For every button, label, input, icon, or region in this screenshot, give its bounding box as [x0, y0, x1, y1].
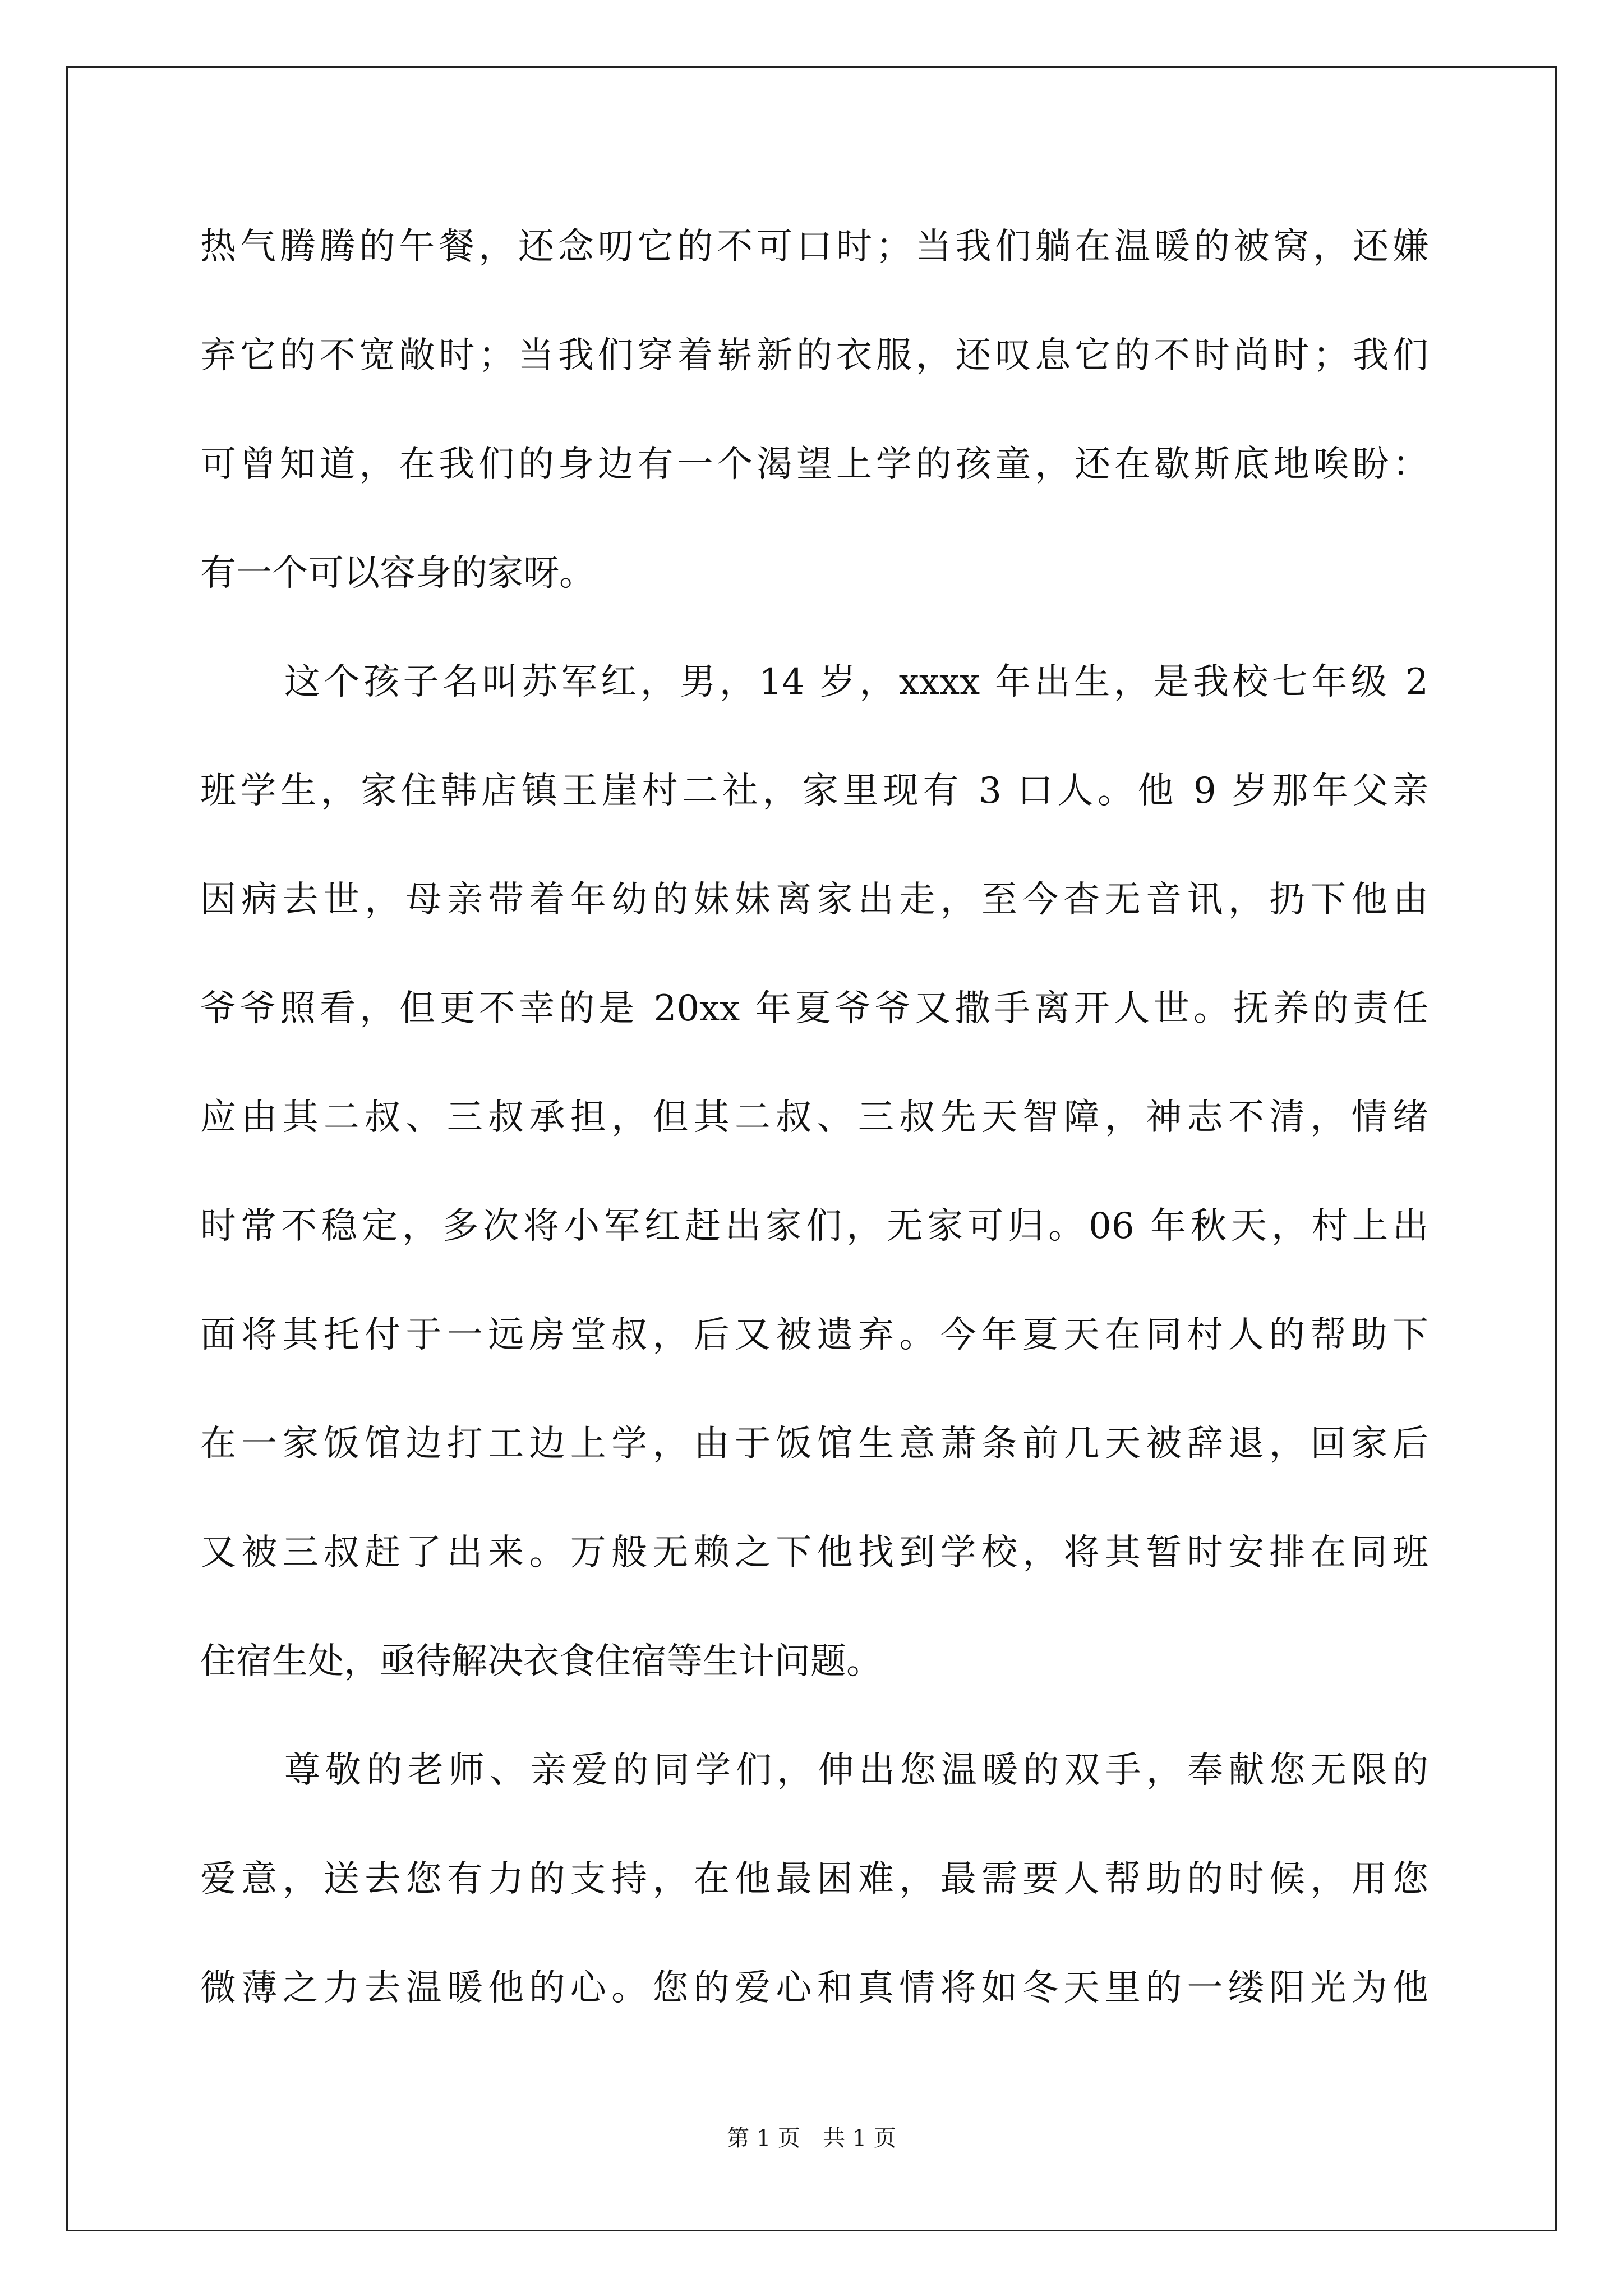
text-line: 住宿生处，亟待解决衣食住宿等生计问题。 — [200, 1641, 882, 1682]
text-line: 在一家饭馆边打工边上学，由于饭馆生意萧条前几天被辞退，回家后 — [200, 1423, 1428, 1465]
text-line: 班学生，家住韩店镇王崖村二社，家里现有 3 口人。他 9 岁那年父亲 — [200, 770, 1428, 812]
text-line: 又被三叔赶了出来。万般无赖之下他找到学校，将其暂时安排在同班 — [200, 1532, 1428, 1573]
text-line: 面将其托付于一远房堂叔，后又被遗弃。今年夏天在同村人的帮助下 — [200, 1314, 1428, 1356]
text-line: 这个孩子名叫苏军红，男，14 岁，xxxx 年出生，是我校七年级 2 — [284, 661, 1428, 703]
text-line: 可曾知道，在我们的身边有一个渴望上学的孩童，还在歇斯底地唉盼： — [200, 444, 1428, 485]
text-line: 弃它的不宽敞时；当我们穿着崭新的衣服，还叹息它的不时尚时；我们 — [200, 335, 1428, 376]
text-line: 爷爷照看，但更不幸的是 20xx 年夏爷爷又撒手离开人世。抚养的责任 — [200, 988, 1428, 1029]
text-line: 有一个可以容身的家呀。 — [200, 553, 595, 594]
text-line: 应由其二叔、三叔承担，但其二叔、三叔先天智障，神志不清，情绪 — [200, 1097, 1428, 1138]
page-footer: 第 1 页 共 1 页 — [727, 2125, 896, 2151]
text-line: 热气腾腾的午餐，还念叨它的不可口时；当我们躺在温暖的被窝，还嫌 — [200, 226, 1428, 268]
text-line: 爱意，送去您有力的支持，在他最困难，最需要人帮助的时候，用您 — [200, 1858, 1428, 1900]
text-line: 尊敬的老师、亲爱的同学们，伸出您温暖的双手，奉献您无限的 — [284, 1750, 1428, 1791]
text-line: 时常不稳定，多次将小军红赶出家们，无家可归。06 年秋天，村上出 — [200, 1205, 1428, 1247]
text-line: 微薄之力去温暖他的心。您的爱心和真情将如冬天里的一缕阳光为他 — [200, 1967, 1428, 2009]
text-line: 因病去世，母亲带着年幼的妹妹离家出走，至今杳无音讯，扔下他由 — [200, 879, 1428, 921]
document-body — [200, 219, 1428, 2069]
